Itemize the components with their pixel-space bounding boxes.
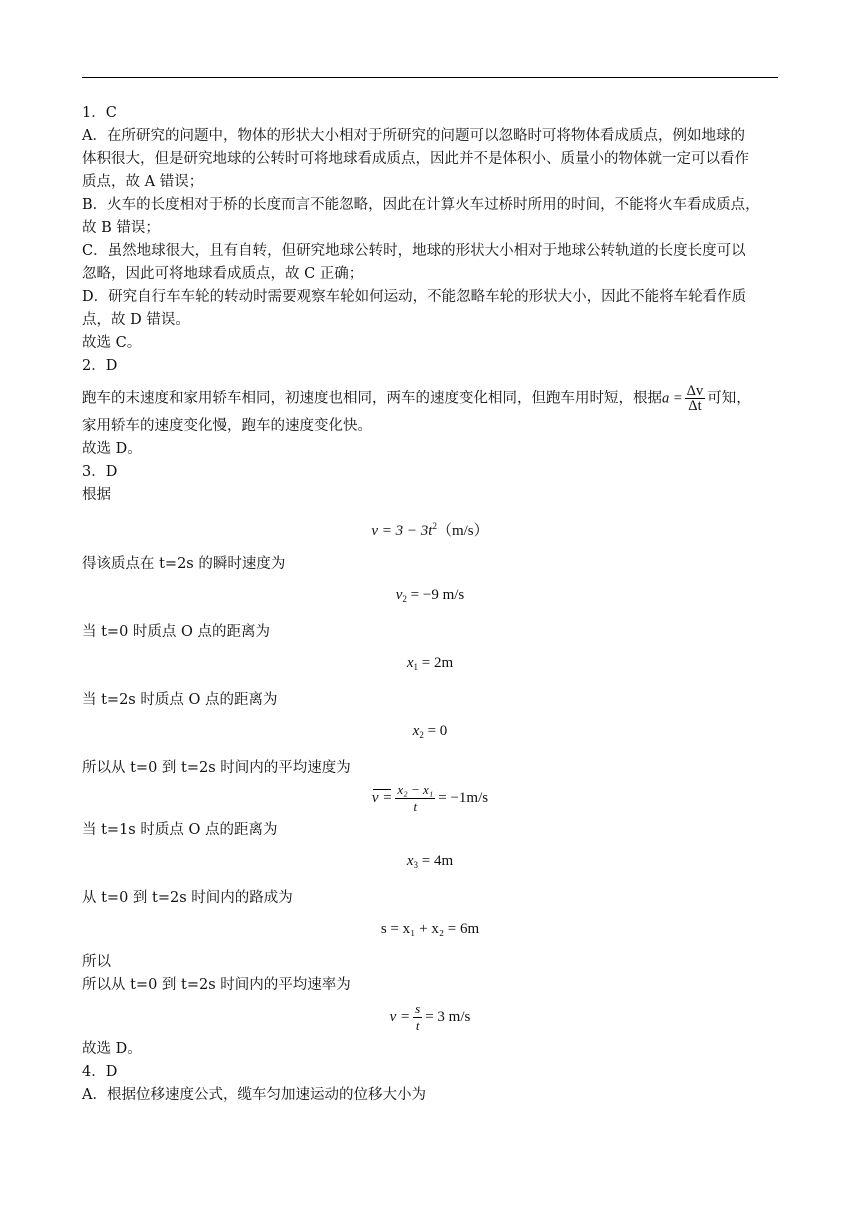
- q3-formula-x2-value: = 0: [423, 723, 448, 739]
- q2-formula-fraction: [685, 384, 706, 413]
- q3-formula-avg-velocity-value: = −1m/s: [438, 789, 489, 806]
- q3-formula-v2: [82, 584, 778, 611]
- q3-formula-x1-value: = 2m: [418, 655, 454, 671]
- q3-line-instant: 得该质点在 t=2s 的瞬时速度为: [82, 556, 286, 572]
- q3-line-path: 从 t=0 到 t=2s 时间内的路成为: [82, 890, 293, 906]
- q3-formula-v2-sub: 2: [402, 594, 407, 604]
- q3-formula-velocity: [82, 515, 778, 543]
- q3-formula-x3: [82, 850, 778, 877]
- q2-formula-denominator: Δt: [688, 398, 702, 414]
- q3-line-avg-velocity: 所以从 t=0 到 t=2s 时间内的平均速度为: [82, 760, 351, 776]
- q2-paragraph-line1: [82, 384, 778, 413]
- q2-formula-lhs: a =: [662, 390, 683, 407]
- q2-paragraph-line2: 家用轿车的速度变化慢，跑车的速度变化快。: [82, 418, 372, 434]
- q1-option-b-line1: B．火车的长度相对于桥的长度而言不能忽略，因此在计算火车过桥时所用的时间，不能将火车看成质点，: [82, 197, 760, 213]
- q1-option-d-line2: 点，故 D 错误。: [82, 312, 190, 328]
- q3-formula-avg-velocity-lhs: v =: [372, 787, 393, 810]
- q3-formula-x2-sub: 2: [419, 730, 424, 740]
- q3-formula-avg-speed-num: s: [415, 1001, 421, 1016]
- q1-option-a-line1: A．在所研究的问题中，物体的形状大小相对于所研究的问题可以忽略时可将物体看成质点，例如地球的: [82, 128, 745, 144]
- q3-formula-x3-var: x: [406, 853, 414, 869]
- q4-option-a: A．根据位移速度公式，缆车匀加速运动的位移大小为: [82, 1087, 426, 1103]
- answer-content: [82, 102, 778, 1107]
- q3-formula-v2-value: = −9 m/s: [406, 587, 465, 603]
- q1-title: 1．C: [82, 105, 117, 121]
- q3-formula-avg-velocity: [82, 782, 778, 815]
- q3-formula-velocity-main: v = 3 − 3t: [371, 523, 433, 539]
- q3-formula-avg-velocity-den: t: [413, 799, 418, 814]
- q3-formula-avg-velocity-num: x₂ − x₁: [397, 782, 434, 797]
- q3-line-basis: 根据: [82, 487, 111, 503]
- q3-formula-x1: [82, 652, 778, 679]
- q3-formula-avg-speed: [82, 1001, 778, 1034]
- q3-formula-x3-value: = 4m: [418, 853, 454, 869]
- q1-option-d-line1: D．研究自行车车轮的转动时需要观察车轮如何运动，不能忽略车轮的形状大小，因此不能将车轮看作质: [82, 289, 747, 305]
- q2-text-after: 可知，: [707, 390, 751, 407]
- q3-line-t0: 当 t=0 时质点 O 点的距离为: [82, 624, 271, 640]
- q1-conclusion: 故选 C。: [82, 335, 142, 351]
- q2-text-before: 跑车的末速度和家用轿车相同，初速度也相同，两车的速度变化相同，但跑车用时短，根据: [82, 390, 662, 407]
- q3-line-so: 所以: [82, 954, 111, 970]
- q2-title: 2．D: [82, 358, 118, 374]
- q4-title: 4．D: [82, 1064, 118, 1080]
- q1-option-c-line1: C．虽然地球很大，且有自转，但研究地球公转时，地球的形状大小相对于地球公转轨道的长度长度可以: [82, 243, 746, 259]
- q3-formula-x1-sub: 1: [413, 662, 419, 672]
- q3-formula-v2-var: v: [395, 587, 403, 603]
- q3-line-avg-speed: 所以从 t=0 到 t=2s 时间内的平均速率为: [82, 977, 351, 993]
- q3-line-t1: 当 t=1s 时质点 O 点的距离为: [82, 822, 278, 838]
- q1-option-b-line2: 故 B 错误；: [82, 220, 160, 236]
- q1-option-c-line2: 忽略，因此可将地球看成质点，故 C 正确；: [82, 266, 364, 282]
- q2-conclusion: 故选 D。: [82, 441, 142, 457]
- header-rule: [82, 77, 778, 78]
- q3-formula-avg-speed-fraction: [413, 1001, 422, 1034]
- q3-formula-x2: [82, 720, 778, 747]
- q3-formula-avg-velocity-fraction: [395, 782, 435, 815]
- q3-formula-path: s = x₁ + x₂ = 6m: [380, 921, 480, 937]
- q2-formula-numerator: Δv: [686, 383, 704, 399]
- q3-formula-x2-var: x: [412, 723, 420, 739]
- q3-formula-x3-sub: 3: [413, 860, 419, 870]
- q3-formula-avg-speed-lhs: v =: [389, 1008, 411, 1025]
- q1-option-a-line3: 质点，故 A 错误；: [82, 174, 204, 190]
- q3-formula-velocity-exp: 2: [432, 521, 437, 531]
- q3-conclusion: 故选 D。: [82, 1041, 142, 1057]
- q3-title: 3．D: [82, 464, 118, 480]
- q3-formula-avg-speed-value: = 3 m/s: [425, 1008, 471, 1025]
- q3-formula-avg-speed-den: t: [415, 1018, 420, 1033]
- q1-option-a-line2: 体积很大，但是研究地球的公转时可将地球看成质点，因此并不是体积小、质量小的物体就一定可以看作: [82, 151, 749, 167]
- q3-line-t2: 当 t=2s 时质点 O 点的距离为: [82, 692, 278, 708]
- q3-formula-x1-var: x: [406, 655, 414, 671]
- q3-formula-velocity-unit: （m/s）: [436, 523, 489, 539]
